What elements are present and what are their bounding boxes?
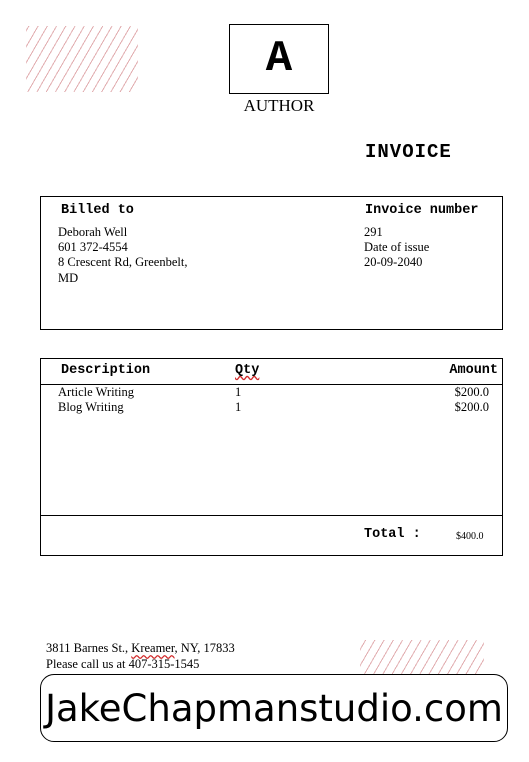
row-1-amount: $200.0 xyxy=(454,385,489,399)
row-1-description: Article Writing xyxy=(58,385,134,399)
address-rest: , NY, 17833 xyxy=(174,641,235,655)
invoice-number-label: Invoice number xyxy=(365,203,479,218)
decorative-hatch-top-left xyxy=(26,26,138,92)
qty-header: Qty xyxy=(235,363,260,378)
total-label: Total : xyxy=(364,527,421,542)
logo-letter: A xyxy=(265,34,293,84)
client-address-line1: 8 Crescent Rd, Greenbelt, xyxy=(58,255,188,269)
row-2-qty: 1 xyxy=(235,400,242,414)
description-header: Description xyxy=(61,363,151,378)
address-line xyxy=(46,640,235,656)
total-divider xyxy=(41,515,502,516)
website-text: JakeChapmanstudio.com xyxy=(45,686,503,730)
invoice-title: INVOICE xyxy=(365,141,452,163)
amount-header: Amount xyxy=(449,363,498,378)
logo-box xyxy=(229,24,329,94)
address-city: Kreamer xyxy=(131,641,175,655)
date-of-issue: 20-09-2040 xyxy=(364,255,423,269)
client-phone: 601 372-4554 xyxy=(58,240,128,254)
client-name: Deborah Well xyxy=(58,225,128,239)
client-address-line2: MD xyxy=(58,271,79,285)
website-banner xyxy=(40,674,508,742)
invoice-number: 291 xyxy=(364,225,383,239)
row-1-qty: 1 xyxy=(235,385,242,399)
date-of-issue-label: Date of issue xyxy=(364,240,430,254)
phone-line: Please call us at 407-315-1545 xyxy=(46,657,200,671)
address-street: 3811 Barnes St., xyxy=(46,641,132,655)
logo-label: AUTHOR xyxy=(243,96,315,115)
row-2-description: Blog Writing xyxy=(58,400,124,414)
company-address xyxy=(46,640,235,672)
total-value: $400.0 xyxy=(456,531,484,542)
items-table xyxy=(40,358,503,556)
row-2-amount: $200.0 xyxy=(454,400,489,414)
billing-box xyxy=(40,196,503,330)
billed-to-label: Billed to xyxy=(61,203,134,218)
decorative-hatch-bottom-right xyxy=(360,640,484,674)
